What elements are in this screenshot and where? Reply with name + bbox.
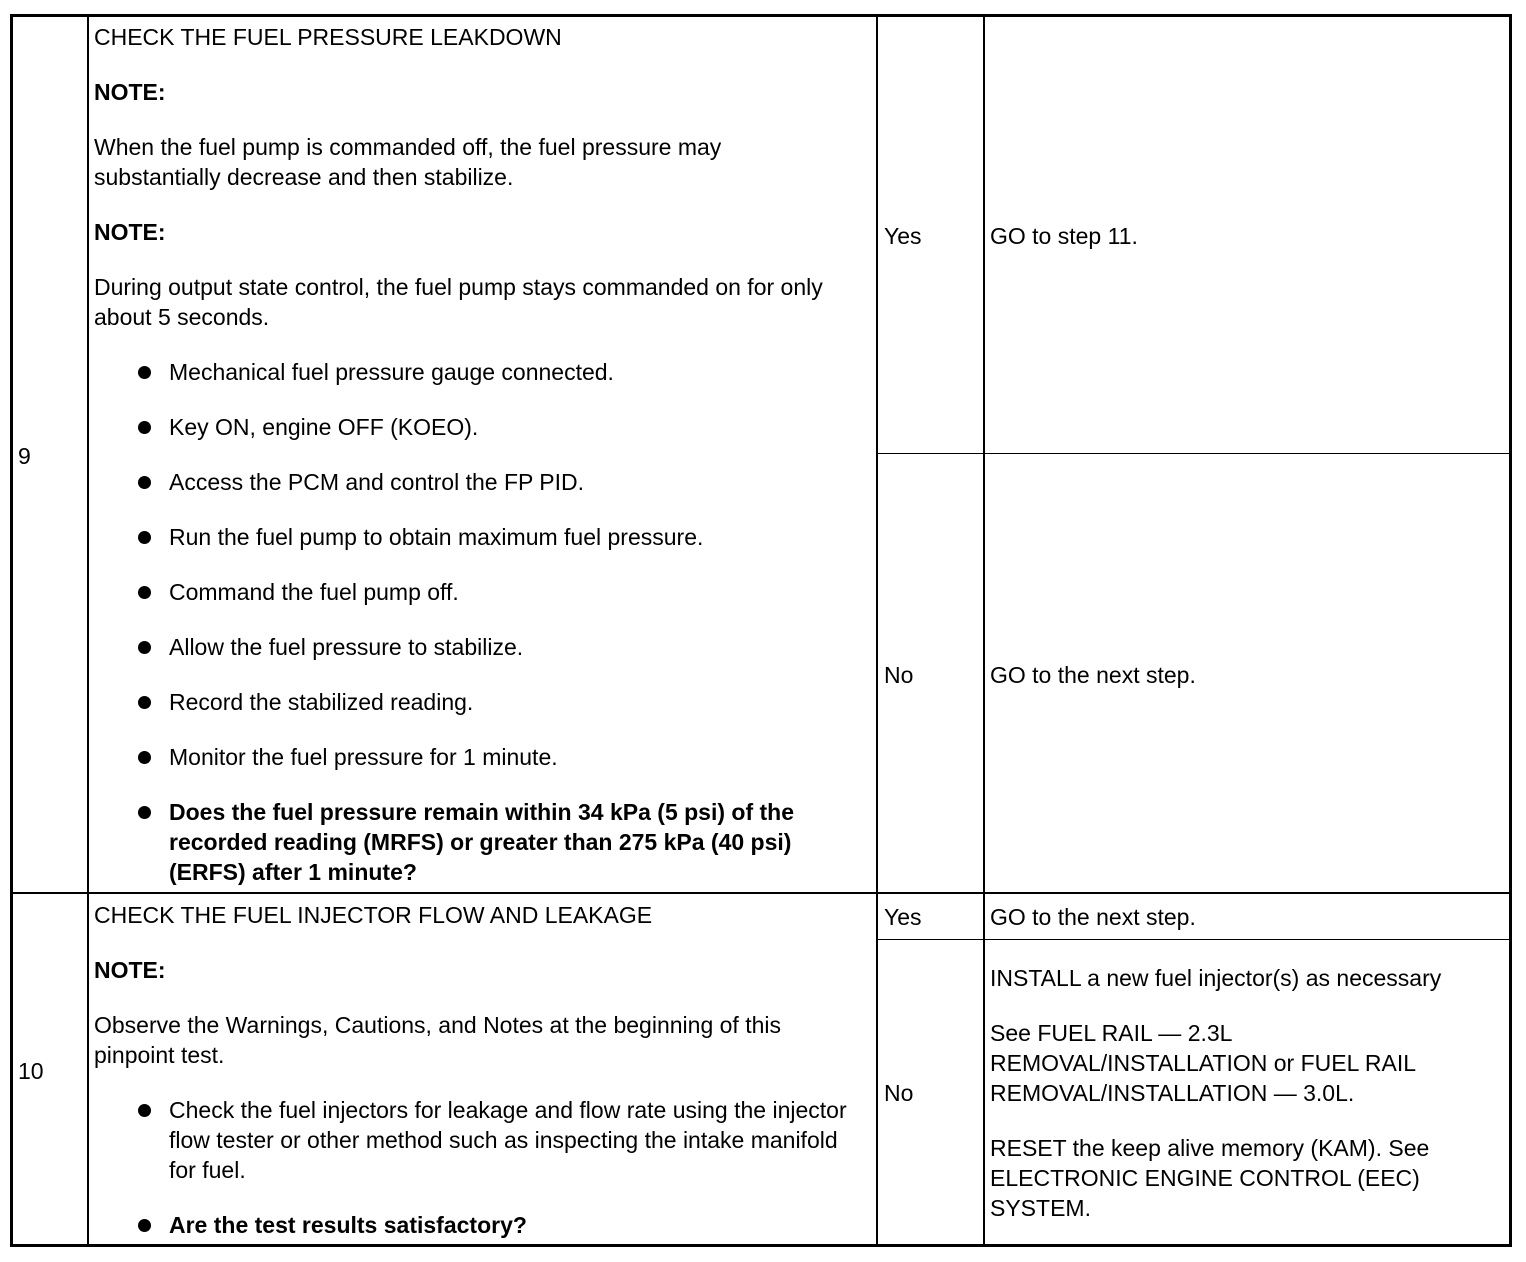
result-answer-no: No [884,662,914,688]
note-label: NOTE: [94,957,166,983]
note-text: During output state control, the fuel pump stays commanded on for only about 5 seconds. [94,274,823,330]
bullet-icon [138,421,151,434]
checklist-item: Command the fuel pump off. [169,579,459,605]
step-title: CHECK THE FUEL INJECTOR FLOW AND LEAKAGE [94,902,653,928]
bullet-icon [138,476,151,489]
column-divider-step [87,14,89,1247]
step-number: 10 [18,1058,44,1084]
note-text: Observe the Warnings, Cautions, and Notes at the beginning of this pinpoint test. [94,1012,781,1068]
row-divider-step [10,892,1512,894]
checklist-item: Access the PCM and control the FP PID. [169,469,585,495]
result-answer-yes: Yes [884,223,922,249]
step-title: CHECK THE FUEL PRESSURE LEAKDOWN [94,24,562,50]
checklist-item: Monitor the fuel pressure for 1 minute. [169,744,558,770]
column-divider-action [876,14,878,1247]
checklist-question: Does the fuel pressure remain within 34 kPa (5 psi) of the recorded reading (MRFS) or greater than 275 kPa (40 psi) (ERFS) after 1 minute? [169,799,794,885]
checklist-item: Check the fuel injectors for leakage and flow rate using the injector flow tester or other method such as inspecting the intake manifold for fuel. [169,1097,847,1183]
column-divider-answer [983,14,985,1247]
result-action: RESET the keep alive memory (KAM). See ELECTRONIC ENGINE CONTROL (EEC) SYSTEM. [990,1135,1430,1221]
checklist-item: Mechanical fuel pressure gauge connected. [169,359,614,385]
note-label: NOTE: [94,79,166,105]
bullet-icon [138,1104,151,1117]
bullet-icon [138,806,151,819]
bullet-icon [138,1219,151,1232]
checklist-item: Allow the fuel pressure to stabilize. [169,634,524,660]
result-action: INSTALL a new fuel injector(s) as necessary [990,965,1442,991]
checklist-question: Are the test results satisfactory? [169,1212,527,1238]
result-action: See FUEL RAIL — 2.3L REMOVAL/INSTALLATION or FUEL RAIL REMOVAL/INSTALLATION — 3.0L. [990,1020,1416,1106]
row-divider-result-9 [877,453,1512,454]
checklist-item: Record the stabilized reading. [169,689,474,715]
bullet-icon [138,531,151,544]
bullet-icon [138,751,151,764]
row-divider-result-10 [877,939,1512,940]
bullet-icon [138,696,151,709]
step-number: 9 [18,443,31,469]
bullet-icon [138,366,151,379]
result-action: GO to the next step. [990,662,1196,688]
result-action: GO to step 11. [990,223,1138,249]
bullet-icon [138,586,151,599]
note-label: NOTE: [94,219,166,245]
bullet-icon [138,641,151,654]
checklist-item: Key ON, engine OFF (KOEO). [169,414,479,440]
result-answer-yes: Yes [884,904,922,930]
note-text: When the fuel pump is commanded off, the fuel pressure may substantially decrease and then stabilize. [94,134,722,190]
result-answer-no: No [884,1080,914,1106]
checklist-item: Run the fuel pump to obtain maximum fuel pressure. [169,524,704,550]
result-action: GO to the next step. [990,904,1196,930]
